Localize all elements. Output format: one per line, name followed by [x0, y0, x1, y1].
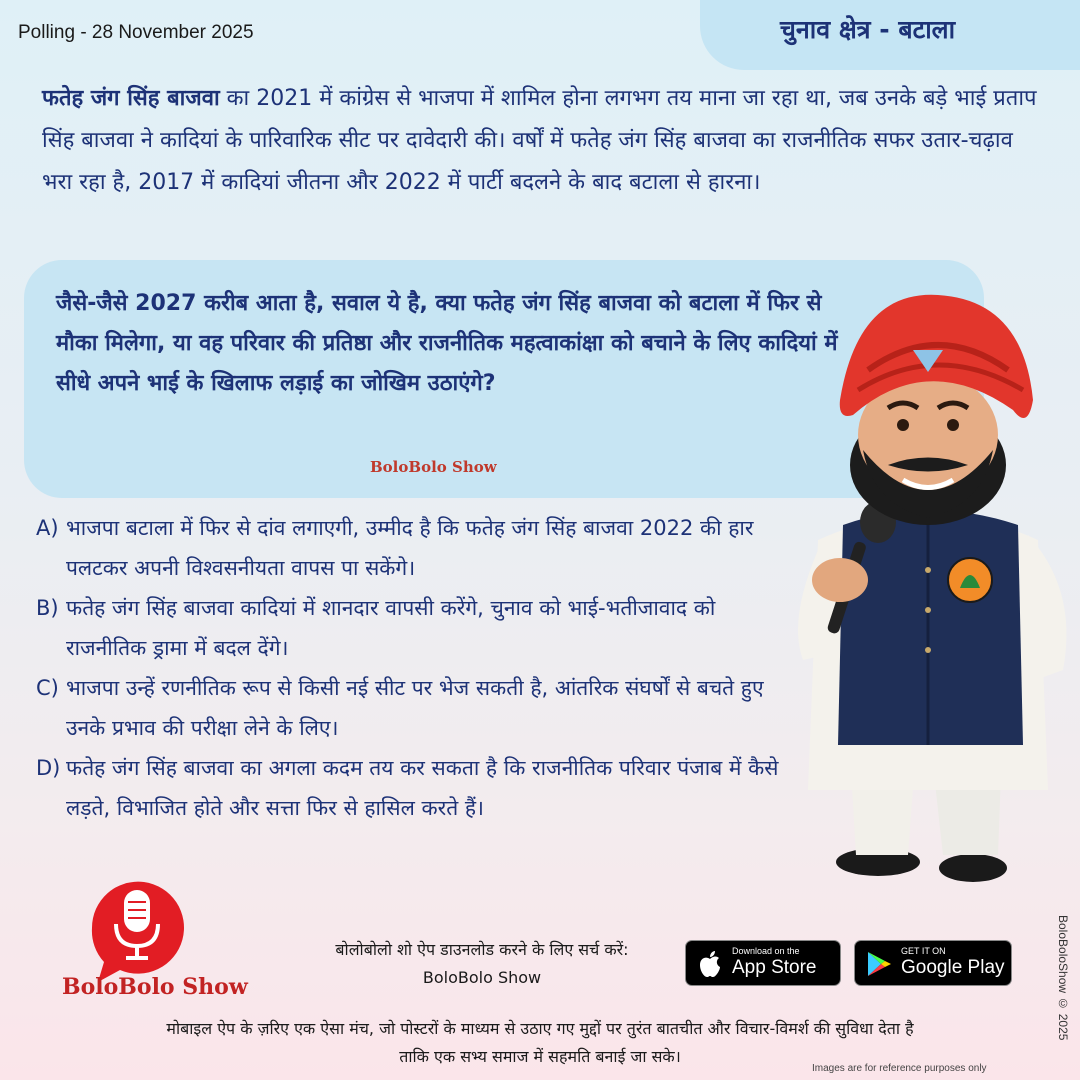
- google-play-icon: [865, 950, 893, 978]
- question-text: जैसे-जैसे 2027 करीब आता है, सवाल ये है, क्या फतेह जंग सिंह बाजवा को बटाला में फिर से मौका मिलेगा, या वह परिवार की प्रतिष्ठा और राजनीतिक महत्वाकांक्षा को बचाने के लिए कादियां में सीधे अपने भाई के खिलाफ लड़ाई का जोखिम उठाएंगे?: [56, 291, 838, 396]
- footer-line-1: मोबाइल ऐप के ज़रिए एक ऐसा मंच, जो पोस्टरों के माध्यम से उठाए गए मुद्दों पर तुरंत बातचीत और विचार-विमर्श की सुविधा देता है: [166, 1019, 914, 1038]
- app-store-small: Download on the: [732, 946, 800, 956]
- option-c[interactable]: [36, 668, 796, 748]
- app-store-label: App Store: [732, 957, 817, 978]
- footer-line-2: ताकि एक सभ्य समाज में सहमति बनाई जा सके।: [399, 1047, 681, 1066]
- option-letter: A): [36, 516, 59, 540]
- watermark: BoloBolo Show: [370, 458, 497, 476]
- app-store-button[interactable]: [685, 940, 841, 986]
- option-letter: B): [36, 596, 59, 620]
- intro-name: फतेह जंग सिंह बाजवा: [42, 86, 220, 111]
- option-b[interactable]: [36, 588, 796, 668]
- poll-date: Polling - 28 November 2025: [18, 22, 254, 43]
- option-letter: D): [36, 756, 61, 780]
- option-text: भाजपा उन्हें रणनीतिक रूप से किसी नई सीट पर भेज सकती है, आंतरिक संघर्षों से बचते हुए उनके प्रभाव की परीक्षा लेने के लिए।: [66, 676, 764, 740]
- download-line-2: BoloBolo Show: [422, 968, 542, 987]
- option-text: भाजपा बटाला में फिर से दांव लगाएगी, उम्मीद है कि फतेह जंग सिंह बाजवा 2022 की हार पलटकर अपनी विश्वसनीयता वापस पा सकेंगे।: [66, 516, 754, 580]
- download-line-1: बोलोबोलो शो ऐप डाउनलोड करने के लिए सर्च करें:: [335, 940, 629, 959]
- option-d[interactable]: [36, 748, 796, 828]
- politician-illustration: [778, 290, 1078, 900]
- logo-text: BoloBolo Show: [62, 974, 248, 1000]
- constituency-title: चुनाव क्षेत्र - बटाला: [780, 15, 956, 44]
- google-play-button[interactable]: [854, 940, 1012, 986]
- intro-paragraph: [42, 78, 1042, 204]
- google-play-label: Google Play: [901, 957, 1005, 978]
- option-text: फतेह जंग सिंह बाजवा कादियां में शानदार वापसी करेंगे, चुनाव को भाई-भतीजावाद को राजनीतिक ड्रामा में बदल देंगे।: [66, 596, 716, 660]
- option-letter: C): [36, 676, 59, 700]
- download-instructions: [292, 936, 672, 992]
- disclaimer: Images are for reference purposes only: [812, 1063, 987, 1074]
- intro-text: का 2021 में कांग्रेस से भाजपा में शामिल होना लगभग तय माना जा रहा था, जब उनके बड़े भाई प्रताप सिंह बाजवा ने कादियां के पारिवारिक सीट पर दावेदारी की। वर्षों में फतेह जंग सिंह बाजवा का राजनीतिक सफर उतार-चढ़ाव भरा रहा है, 2017 में कादियां जीतना और 2022 में पार्टी बदलने के बाद बटाला से हारना।: [42, 86, 1037, 195]
- apple-icon: [698, 950, 722, 978]
- side-credit: BoloBoloShow © 2025: [1056, 915, 1070, 1041]
- option-text: फतेह जंग सिंह बाजवा का अगला कदम तय कर सकता है कि राजनीतिक परिवार पंजाब में कैसे लड़ते, विभाजित होते और सत्ता फिर से हासिल करते हैं।: [66, 756, 779, 820]
- google-play-small: GET IT ON: [901, 946, 946, 956]
- options-list: [36, 508, 796, 828]
- option-a[interactable]: [36, 508, 796, 588]
